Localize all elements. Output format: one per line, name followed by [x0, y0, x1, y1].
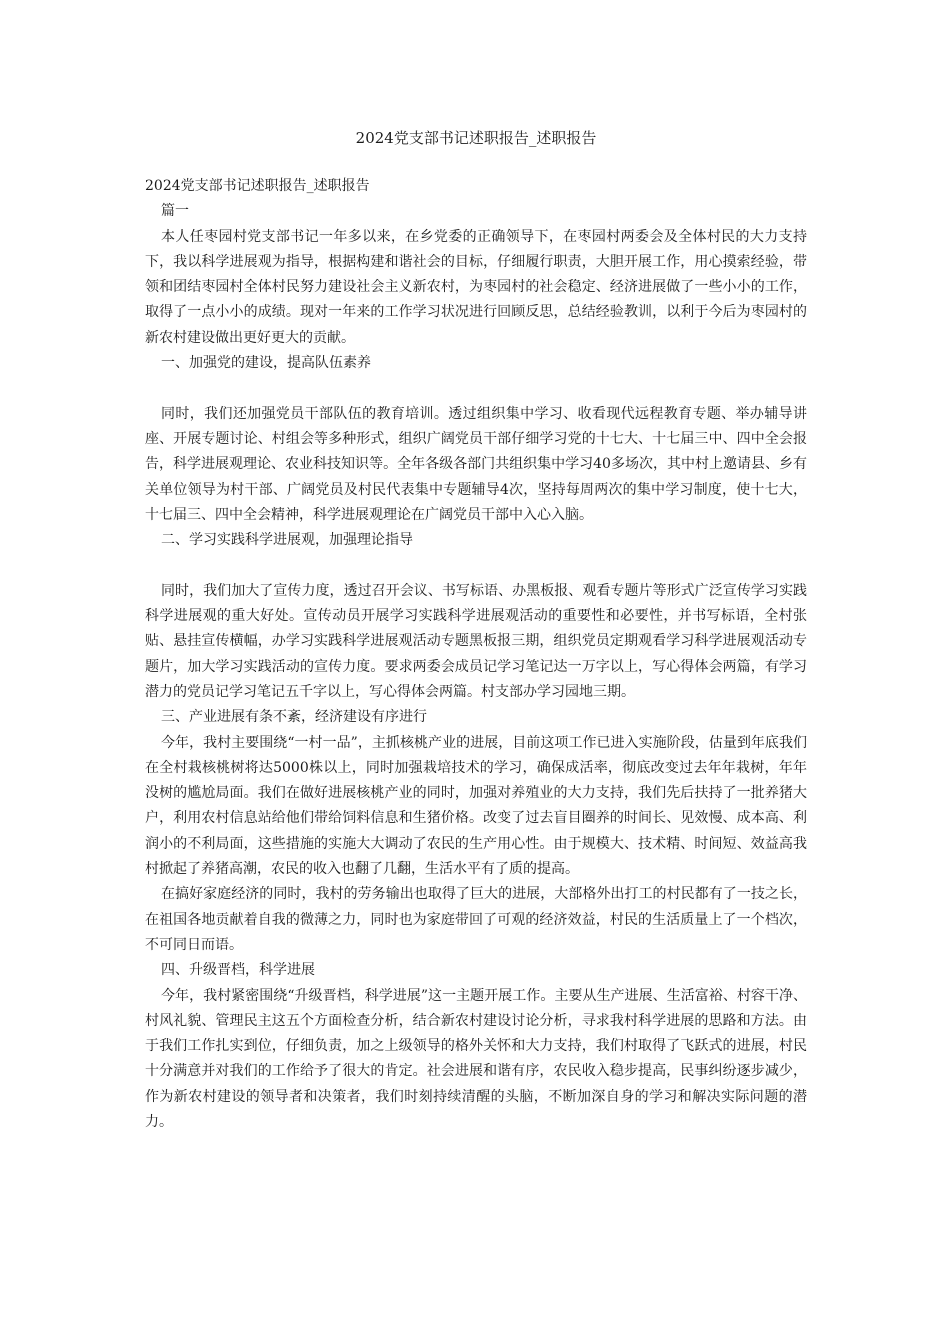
intro-paragraph: 本人任枣园村党支部书记一年多以来，在乡党委的正确领导下，在枣园村两委会及全体村民的大力支持下，我以科学进展观为指导，根据构建和谐社会的目标，仔细履行职责，大胆开展工作，用心摸索经验，带领和团结枣园村全体村民努力建设社会主义新农村，为枣园村的社会稳定、经济进展做了一些小小的工作，取得了一点小小的成绩。现对一年来的工作学习状况进行回顾反思，总结经验教训，以利于今后为枣园村的新农村建设做出更好更大的贡献。 [145, 228, 807, 346]
section1-heading: 一、加强党的建设，提高队伍素养 [161, 355, 371, 372]
section3-paragraph-2: 在搞好家庭经济的同时，我村的劳务输出也取得了巨大的进展，大部格外出打工的村民都有了一技之长，在祖国各地贡献着自我的微薄之力，同时也为家庭带回了可观的经济效益，村民的生活质量上了一个档次，不可同日而语。 [145, 886, 807, 953]
blank-line [145, 376, 807, 401]
document-title: 2024党支部书记述职报告_述职报告 [355, 129, 597, 147]
section3-paragraph-1: 今年，我村主要围绕“一村一品”，主抓核桃产业的进展，目前这项工作已进入实施阶段，估量到年底我们在全村栽核桃树将达5000株以上，同时加强栽培技术的学习，确保成活率，彻底改变过去年年栽树，年年没树的尴尬局面。我们在做好进展核桃产业的同时，加强对养殖业的大力支持，我们先后扶持了一批养猪大户，利用农村信息站给他们带给饲料信息和生猪价格。改变了过去盲目圈养的时间长、见效慢、成本高、利润小的不利局面，这些措施的实施大大调动了农民的生产用心性。由于规模大、技术精、时间短、效益高我村掀起了养猪高潮，农民的收入也翻了几翻，生活水平有了质的提高。 [145, 734, 807, 878]
section2-heading: 二、学习实践科学进展观，加强理论指导 [161, 532, 413, 549]
section3-heading: 三、产业进展有条不紊，经济建设有序进行 [161, 709, 427, 726]
blank-line [145, 553, 807, 578]
part-label: 篇一 [161, 203, 189, 220]
section1-paragraph: 同时，我们还加强党员干部队伍的教育培训。透过组织集中学习、收看现代远程教育专题、举办辅导讲座、开展专题讨论、村组会等多种形式，组织广阔党员干部仔细学习党的十七大、十七届三中、四中全会报告，科学进展观理论、农业科技知识等。全年各级各部门共组织集中学习40多场次，其中村上邀请县、乡有关单位领导为村干部、广阔党员及村民代表集中专题辅导4次，坚持每周两次的集中学习制度，使十七大，十七届三、四中全会精神，科学进展观理论在广阔党员干部中入心入脑。 [145, 405, 807, 523]
section4-heading: 四、升级晋档，科学进展 [161, 962, 315, 979]
document-body [145, 174, 807, 1135]
document-subtitle: 2024党支部书记述职报告_述职报告 [145, 178, 370, 194]
section4-paragraph: 今年，我村紧密围绕“升级晋档，科学进展”这一主题开展工作。主要从生产进展、生活富裕、村容干净、村风礼貌、管理民主这五个方面检查分析，结合新农村建设讨论分析，寻求我村科学进展的思路和方法。由于我们工作扎实到位，仔细负责，加之上级领导的格外关怀和大力支持，我们村取得了飞跃式的进展，村民十分满意并对我们的工作给予了很大的肯定。社会进展和谐有序，农民收入稳步提高，民事纠纷逐步减少，作为新农村建设的领导者和决策者，我们时刻持续清醒的头脑，不断加深自身的学习和解决实际问题的潜力。 [145, 987, 807, 1130]
section2-paragraph: 同时，我们加大了宣传力度，透过召开会议、书写标语、办黑板报、观看专题片等形式广泛宣传学习实践科学进展观的重大好处。宣传动员开展学习实践科学进展观活动的重要性和必要性，并书写标语，全村张贴、悬挂宣传横幅，办学习实践科学进展观活动专题黑板报三期，组织党员定期观看学习科学进展观活动专题片，加大学习实践活动的宣传力度。要求两委会成员记学习笔记达一万字以上，写心得体会两篇，有学习潜力的党员记学习笔记五千字以上，写心得体会两篇。村支部办学习园地三期。 [145, 582, 807, 700]
